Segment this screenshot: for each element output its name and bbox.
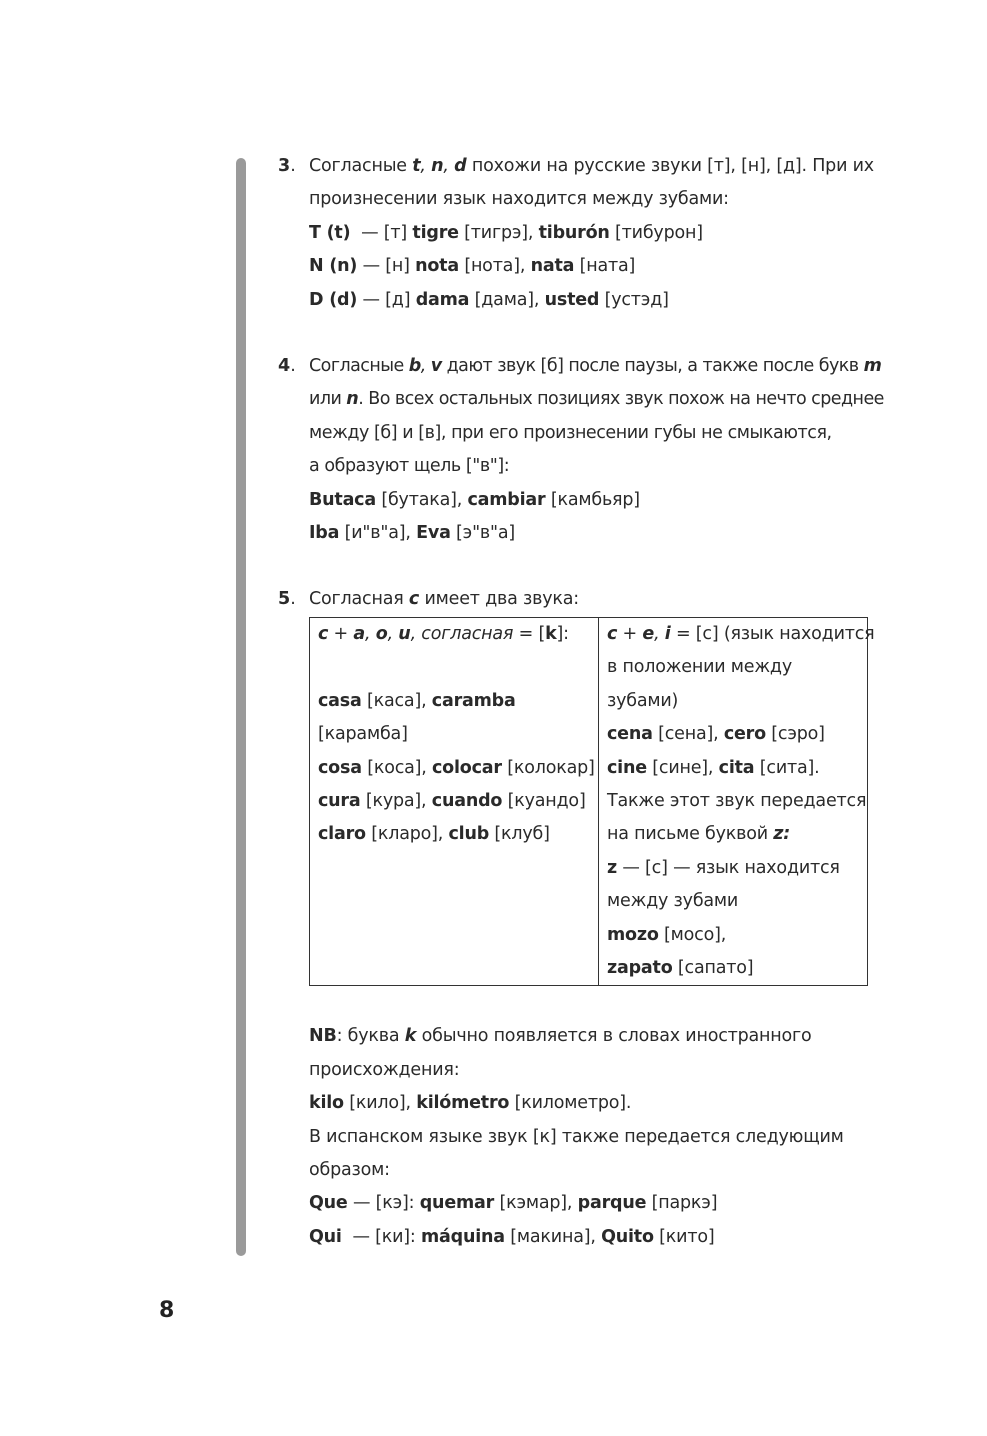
nb-note: NB: буква k обычно появляется в словах иностранного происхождения: kilo [кило], kilómetro [километро]. В испанском языке звук [к] также передается следующим образом: Que — [кэ]: quemar [кэмар], parque [паркэ] Qui — [ки]: máquina [макина], Quito [кито] bbox=[278, 1020, 878, 1254]
example-line: mozo [мосо], bbox=[607, 924, 727, 945]
table-cell-soft-c: c + e, i = [с] (язык находится в положении между зубами) cena [сена], cero [сэро] cine [сине], cita [сита]. Также этот звук передается на письме буквой z: z — [с] — язык находится между зубами mozo [мосо], zapato [сапато] bbox=[599, 617, 868, 985]
item4-line4: а образуют щель ["в"]: bbox=[309, 456, 510, 477]
example-line: cena [сена], cero [сэро] bbox=[607, 724, 825, 745]
example-line: zapato [сапато] bbox=[607, 957, 754, 978]
item-number: 3. bbox=[278, 156, 296, 176]
sidebar-accent-bar bbox=[236, 158, 246, 1256]
example-line: T (t) — [т] tigre [тигрэ], tiburón [тибурон] bbox=[309, 222, 703, 243]
item-number: 5. bbox=[278, 589, 296, 610]
item-number: 4. bbox=[278, 356, 296, 377]
page-number: 8 bbox=[159, 1298, 175, 1323]
page-content bbox=[278, 150, 884, 1254]
example-line: cine [сине], cita [сита]. bbox=[607, 757, 820, 778]
example-line: casa [каса], caramba bbox=[318, 690, 516, 711]
example-line: cura [кура], cuando [куандо] bbox=[318, 790, 586, 811]
example-line: Iba [и"в"а], Eva [э"в"а] bbox=[309, 523, 516, 544]
example-line: Qui — [ки]: máquina [макина], Quito [кито] bbox=[309, 1226, 715, 1247]
item5-intro: Согласная c имеет два звука: bbox=[309, 589, 580, 610]
table-cell-hard-c bbox=[310, 617, 599, 985]
item3-line2: произнесении язык находится между зубами: bbox=[309, 189, 729, 210]
item4-line2: или n. Во всех остальных позициях звук похож на нечто среднее bbox=[309, 389, 884, 410]
example-line: Butaca [бутака], cambiar [камбьяр] bbox=[309, 489, 640, 510]
rule-line: c + e, i = [с] (язык находится bbox=[607, 623, 875, 644]
rule-item-3 bbox=[278, 150, 878, 317]
example-line: cosa [коса], colocar [колокар] bbox=[318, 757, 595, 778]
example-line: D (d) — [д] dama [дама], usted [устэд] bbox=[309, 289, 669, 310]
pronunciation-table bbox=[309, 617, 875, 986]
rule-item-5 bbox=[278, 583, 878, 986]
example-line: claro [кларо], club [клуб] bbox=[318, 824, 550, 845]
example-line: N (n) — [н] nota [нота], nata [ната] bbox=[309, 256, 636, 277]
rule-item-4 bbox=[278, 350, 884, 550]
example-line: [карамба] bbox=[318, 724, 408, 745]
item4-line3: между [б] и [в], при его произнесении губы не смыкаются, bbox=[309, 422, 832, 443]
item4-line1: Согласные b, v дают звук [б] после паузы, а также после букв m bbox=[309, 356, 882, 377]
item3-line1: Согласные t, n, d похожи на русские звуки [т], [н], [д]. При их bbox=[309, 156, 874, 176]
example-line: Que — [кэ]: quemar [кэмар], parque [паркэ] bbox=[309, 1193, 718, 1214]
rule-line: c + a, o, u, согласная = [k]: bbox=[318, 623, 569, 644]
example-line: kilo [кило], kilómetro [километро]. bbox=[309, 1093, 632, 1114]
